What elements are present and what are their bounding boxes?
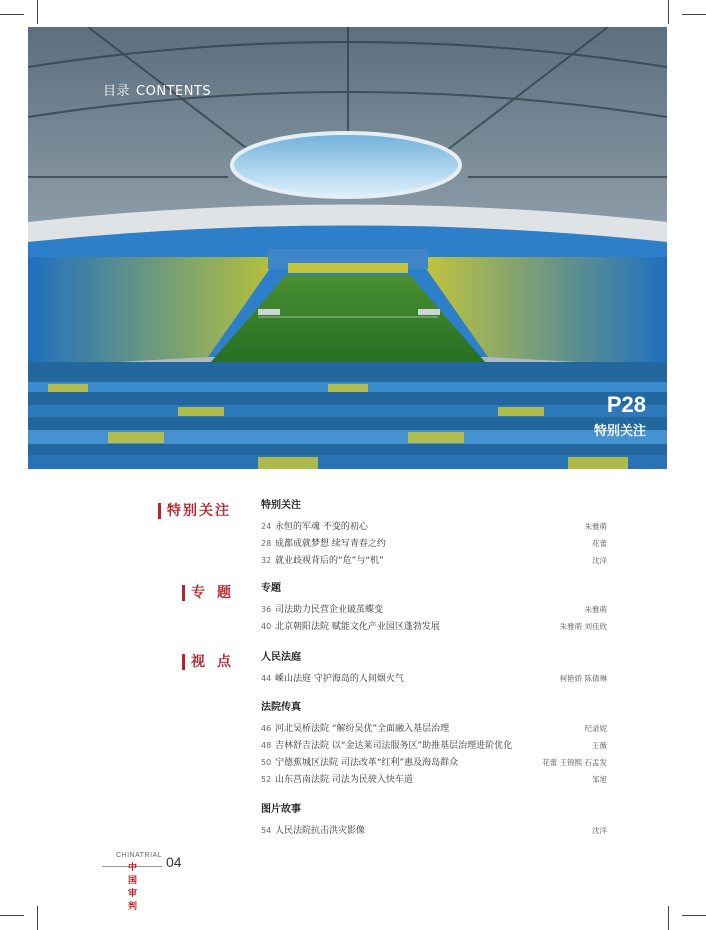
toc-item-author: 朱雅萌 (584, 522, 607, 531)
contents-heading (103, 80, 211, 99)
toc-item-title: 人民法院抗击洪灾影像 (275, 826, 366, 836)
featured-page-number: P28 (606, 392, 646, 417)
toc-item[interactable] (261, 771, 607, 788)
toc-item-title: 山东莒南法院 司法为民驶入快车道 (275, 775, 413, 785)
toc-item-author: 王薇 (592, 741, 607, 750)
toc-item-author: 朱雅萌 刘佳欣 (559, 622, 607, 631)
toc-group-heading: 专题 (261, 583, 281, 594)
toc-item-page: 48 (261, 741, 272, 750)
toc-group-heading: 图片故事 (261, 804, 301, 815)
toc-item-title: 成都成就梦想 续写青春之约 (275, 539, 386, 549)
crop-mark (0, 14, 24, 15)
toc-item-author: 沈洋 (592, 826, 607, 835)
toc-item-title: 就业歧视背后的“危”与“机” (275, 556, 384, 566)
toc-item-page: 32 (261, 556, 272, 565)
toc-item[interactable] (261, 737, 607, 754)
featured-page-reference (594, 392, 646, 439)
toc-group-heading: 法院传真 (261, 702, 301, 713)
toc-group (261, 701, 607, 788)
toc-group (261, 499, 607, 569)
toc-item-page: 54 (261, 826, 272, 835)
toc-item-title: 吉林舒吉法院 以“金达莱司法服务区”助推基层治理进阶优化 (275, 741, 513, 751)
toc-item[interactable] (261, 535, 607, 552)
toc-item-page: 36 (261, 605, 272, 614)
toc-item[interactable] (261, 518, 607, 535)
page-number: 04 (166, 854, 182, 870)
toc-item[interactable] (261, 552, 607, 569)
section-title-special-focus: 特别关注 (158, 503, 231, 519)
crop-mark (682, 14, 706, 15)
toc-item-author: 朱雅萌 (584, 605, 607, 614)
contents-en: CONTENTS (136, 84, 212, 99)
crop-mark (668, 906, 669, 930)
crop-mark (0, 915, 24, 916)
toc-item[interactable] (261, 601, 607, 618)
crop-mark (682, 915, 706, 916)
toc-group (261, 582, 607, 635)
toc-group-heading: 人民法庭 (261, 652, 301, 663)
toc-item-title: 永恒的军魂 不变的初心 (275, 522, 368, 532)
crop-mark (668, 0, 669, 24)
toc-group (261, 651, 607, 687)
toc-item-title: 北京朝阳法院 赋能文化产业园区蓬勃发展 (275, 622, 440, 632)
toc-item-page: 46 (261, 724, 272, 733)
toc-item[interactable] (261, 670, 607, 687)
toc-item-author: 柯艳娇 陈倩琳 (559, 674, 607, 683)
toc-item-title: 司法助力民营企业破茧蝶变 (275, 605, 384, 615)
toc-item-author: 花蕾 (592, 539, 607, 548)
toc-item-page: 44 (261, 674, 272, 683)
toc-item-page: 40 (261, 622, 272, 631)
crop-mark (37, 906, 38, 930)
toc-item[interactable] (261, 822, 607, 839)
section-title-viewpoint: 视点 (182, 654, 243, 670)
toc-item-author: 纪录妮 (584, 724, 607, 733)
toc-item-title: 河北吴桥法院 “解纷吴优”全面融入基层治理 (275, 724, 450, 734)
section-title-topic: 专题 (182, 585, 243, 601)
magazine-name-en: CHINATRIAL (116, 852, 163, 859)
magazine-name-cn: 中国审判 (128, 863, 138, 912)
toc-item-page: 24 (261, 522, 272, 531)
toc-item-author: 沈洋 (592, 556, 607, 565)
toc-item-title: 宁德蕉城区法院 司法改革“红利”惠及海岛群众 (275, 758, 459, 768)
toc-item[interactable] (261, 618, 607, 635)
toc-item-author: 花蕾 王锦熙 石孟发 (542, 758, 607, 767)
toc-item-page: 28 (261, 539, 272, 548)
toc-item-title: 嵊山法庭 守护海岛的人间烟火气 (275, 674, 404, 684)
crop-mark (37, 0, 38, 24)
toc-item[interactable] (261, 754, 607, 771)
toc-group (261, 803, 607, 839)
toc-group-heading: 特别关注 (261, 500, 301, 511)
contents-cn: 目录 (103, 84, 131, 99)
toc-item-author: 邹旭 (592, 775, 607, 784)
toc-item-page: 50 (261, 758, 272, 767)
featured-page-tag: 特别关注 (593, 424, 646, 439)
toc-item-page: 52 (261, 775, 272, 784)
toc-item[interactable] (261, 720, 607, 737)
